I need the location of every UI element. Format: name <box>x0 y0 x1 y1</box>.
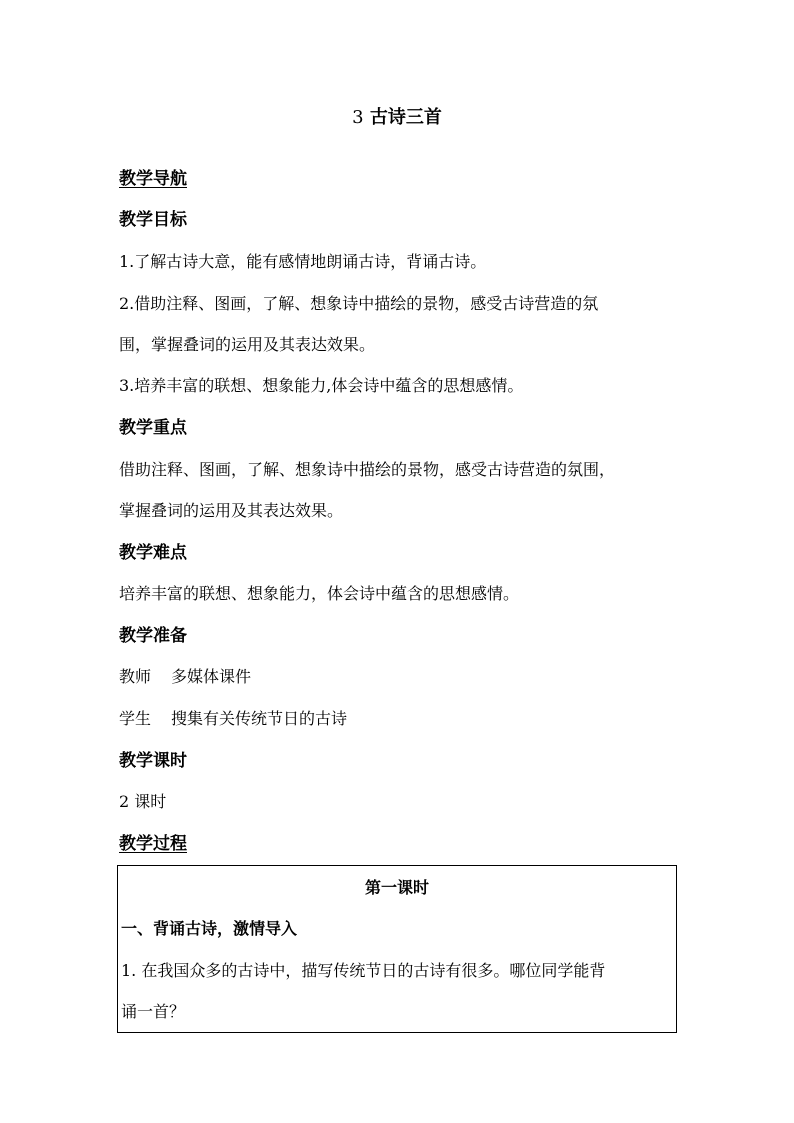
teacher-label: 教师 <box>119 667 152 686</box>
lesson-section-1: 一、背诵古诗，激情导入 <box>121 919 298 938</box>
teacher-value: 多媒体课件 <box>171 667 252 686</box>
difficulty-text: 培养丰富的联想、想象能力，体会诗中蕴含的思想感情。 <box>119 584 520 603</box>
hours-heading: 教学课时 <box>119 751 187 771</box>
preparation-heading: 教学准备 <box>119 626 187 646</box>
nav-heading: 教学导航 <box>119 169 187 189</box>
goal-item-2-line-1: 2.借助注释、图画，了解、想象诗中描绘的景物，感受古诗营造的氛 <box>119 294 599 313</box>
document-title <box>0 106 794 130</box>
preparation-teacher <box>119 667 679 687</box>
goals-heading: 教学目标 <box>119 210 187 230</box>
key-heading: 教学重点 <box>119 418 187 438</box>
lesson-box <box>117 865 677 1033</box>
key-line-2: 掌握叠词的运用及其表达效果。 <box>119 501 344 520</box>
process-heading: 教学过程 <box>119 834 187 854</box>
preparation-student <box>119 709 679 729</box>
lesson-para-1-line-1: 1. 在我国众多的古诗中，描写传统节日的古诗有很多。哪位同学能背 <box>121 961 606 980</box>
lesson-box-title: 第一课时 <box>364 878 429 897</box>
goal-item-2-line-2: 围，掌握叠词的运用及其表达效果。 <box>119 335 376 354</box>
hours-value: 2 课时 <box>119 792 167 811</box>
title-number: 3 <box>352 107 364 128</box>
title-text: 古诗三首 <box>369 107 442 128</box>
student-value: 搜集有关传统节日的古诗 <box>171 709 348 728</box>
goal-item-3: 3.培养丰富的联想、想象能力,体会诗中蕴含的思想感情。 <box>119 376 524 395</box>
student-label: 学生 <box>119 709 152 728</box>
lesson-para-1-line-2: 诵一首？ <box>121 1002 186 1021</box>
difficulty-heading: 教学难点 <box>119 543 187 563</box>
goal-item-1: 1.了解古诗大意，能有感情地朗诵古诗，背诵古诗。 <box>119 252 487 271</box>
key-line-1: 借助注释、图画，了解、想象诗中描绘的景物，感受古诗营造的氛围， <box>119 460 616 479</box>
